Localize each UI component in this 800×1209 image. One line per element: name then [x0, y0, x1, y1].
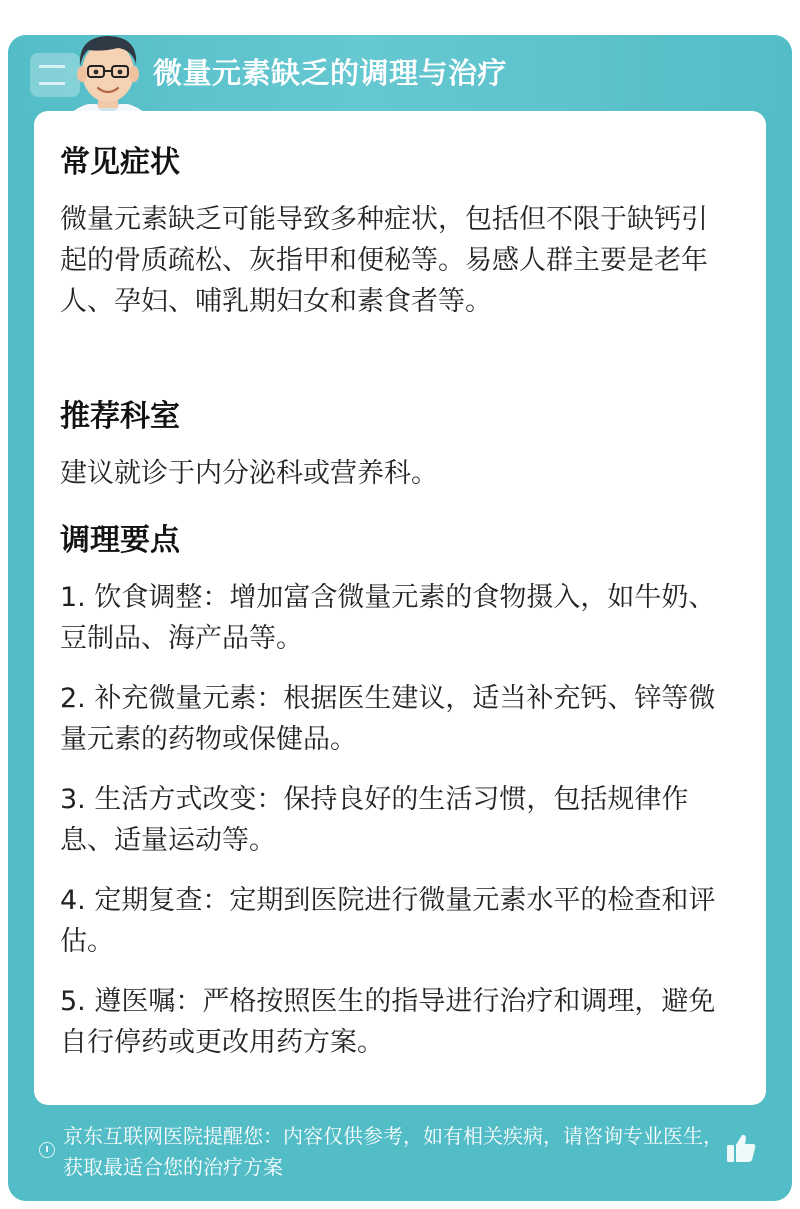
care-point-5: 5. 遵医嘱：严格按照医生的指导进行治疗和调理，避免自行停药或更改用药方案。	[60, 986, 716, 1058]
section-title-department: 推荐科室	[60, 399, 180, 434]
section-title-symptoms: 常见症状	[60, 145, 180, 180]
content-card	[34, 111, 766, 1105]
thumbs-up-icon[interactable]	[724, 1131, 758, 1165]
header-bar	[8, 35, 792, 113]
care-point-4: 4. 定期复查：定期到医院进行微量元素水平的检查和评估。	[60, 885, 716, 957]
page-title: 微量元素缺乏的调理与治疗	[153, 56, 508, 90]
info-icon	[39, 1142, 55, 1158]
disclaimer-text: 京东互联网医院提醒您：内容仅供参考，如有相关疾病，请咨询专业医生，获取最适合您的治疗方案	[63, 1124, 723, 1179]
footer	[8, 1115, 792, 1201]
care-point-2: 2. 补充微量元素：根据医生建议，适当补充钙、锌等微量元素的药物或保健品。	[60, 683, 716, 755]
article-container	[8, 35, 792, 1201]
symptoms-text: 微量元素缺乏可能导致多种症状，包括但不限于缺钙引起的骨质疏松、灰指甲和便秘等。易感人群主要是老年人、孕妇、哺乳期妇女和素食者等。	[60, 204, 708, 317]
department-text: 建议就诊于内分泌科或营养科。	[60, 458, 438, 489]
care-point-3: 3. 生活方式改变：保持良好的生活习惯，包括规律作息、适量运动等。	[60, 784, 689, 856]
care-point-1: 1. 饮食调整：增加富含微量元素的食物摄入，如牛奶、豆制品、海产品等。	[60, 582, 716, 654]
section-title-care-points: 调理要点	[60, 523, 180, 558]
